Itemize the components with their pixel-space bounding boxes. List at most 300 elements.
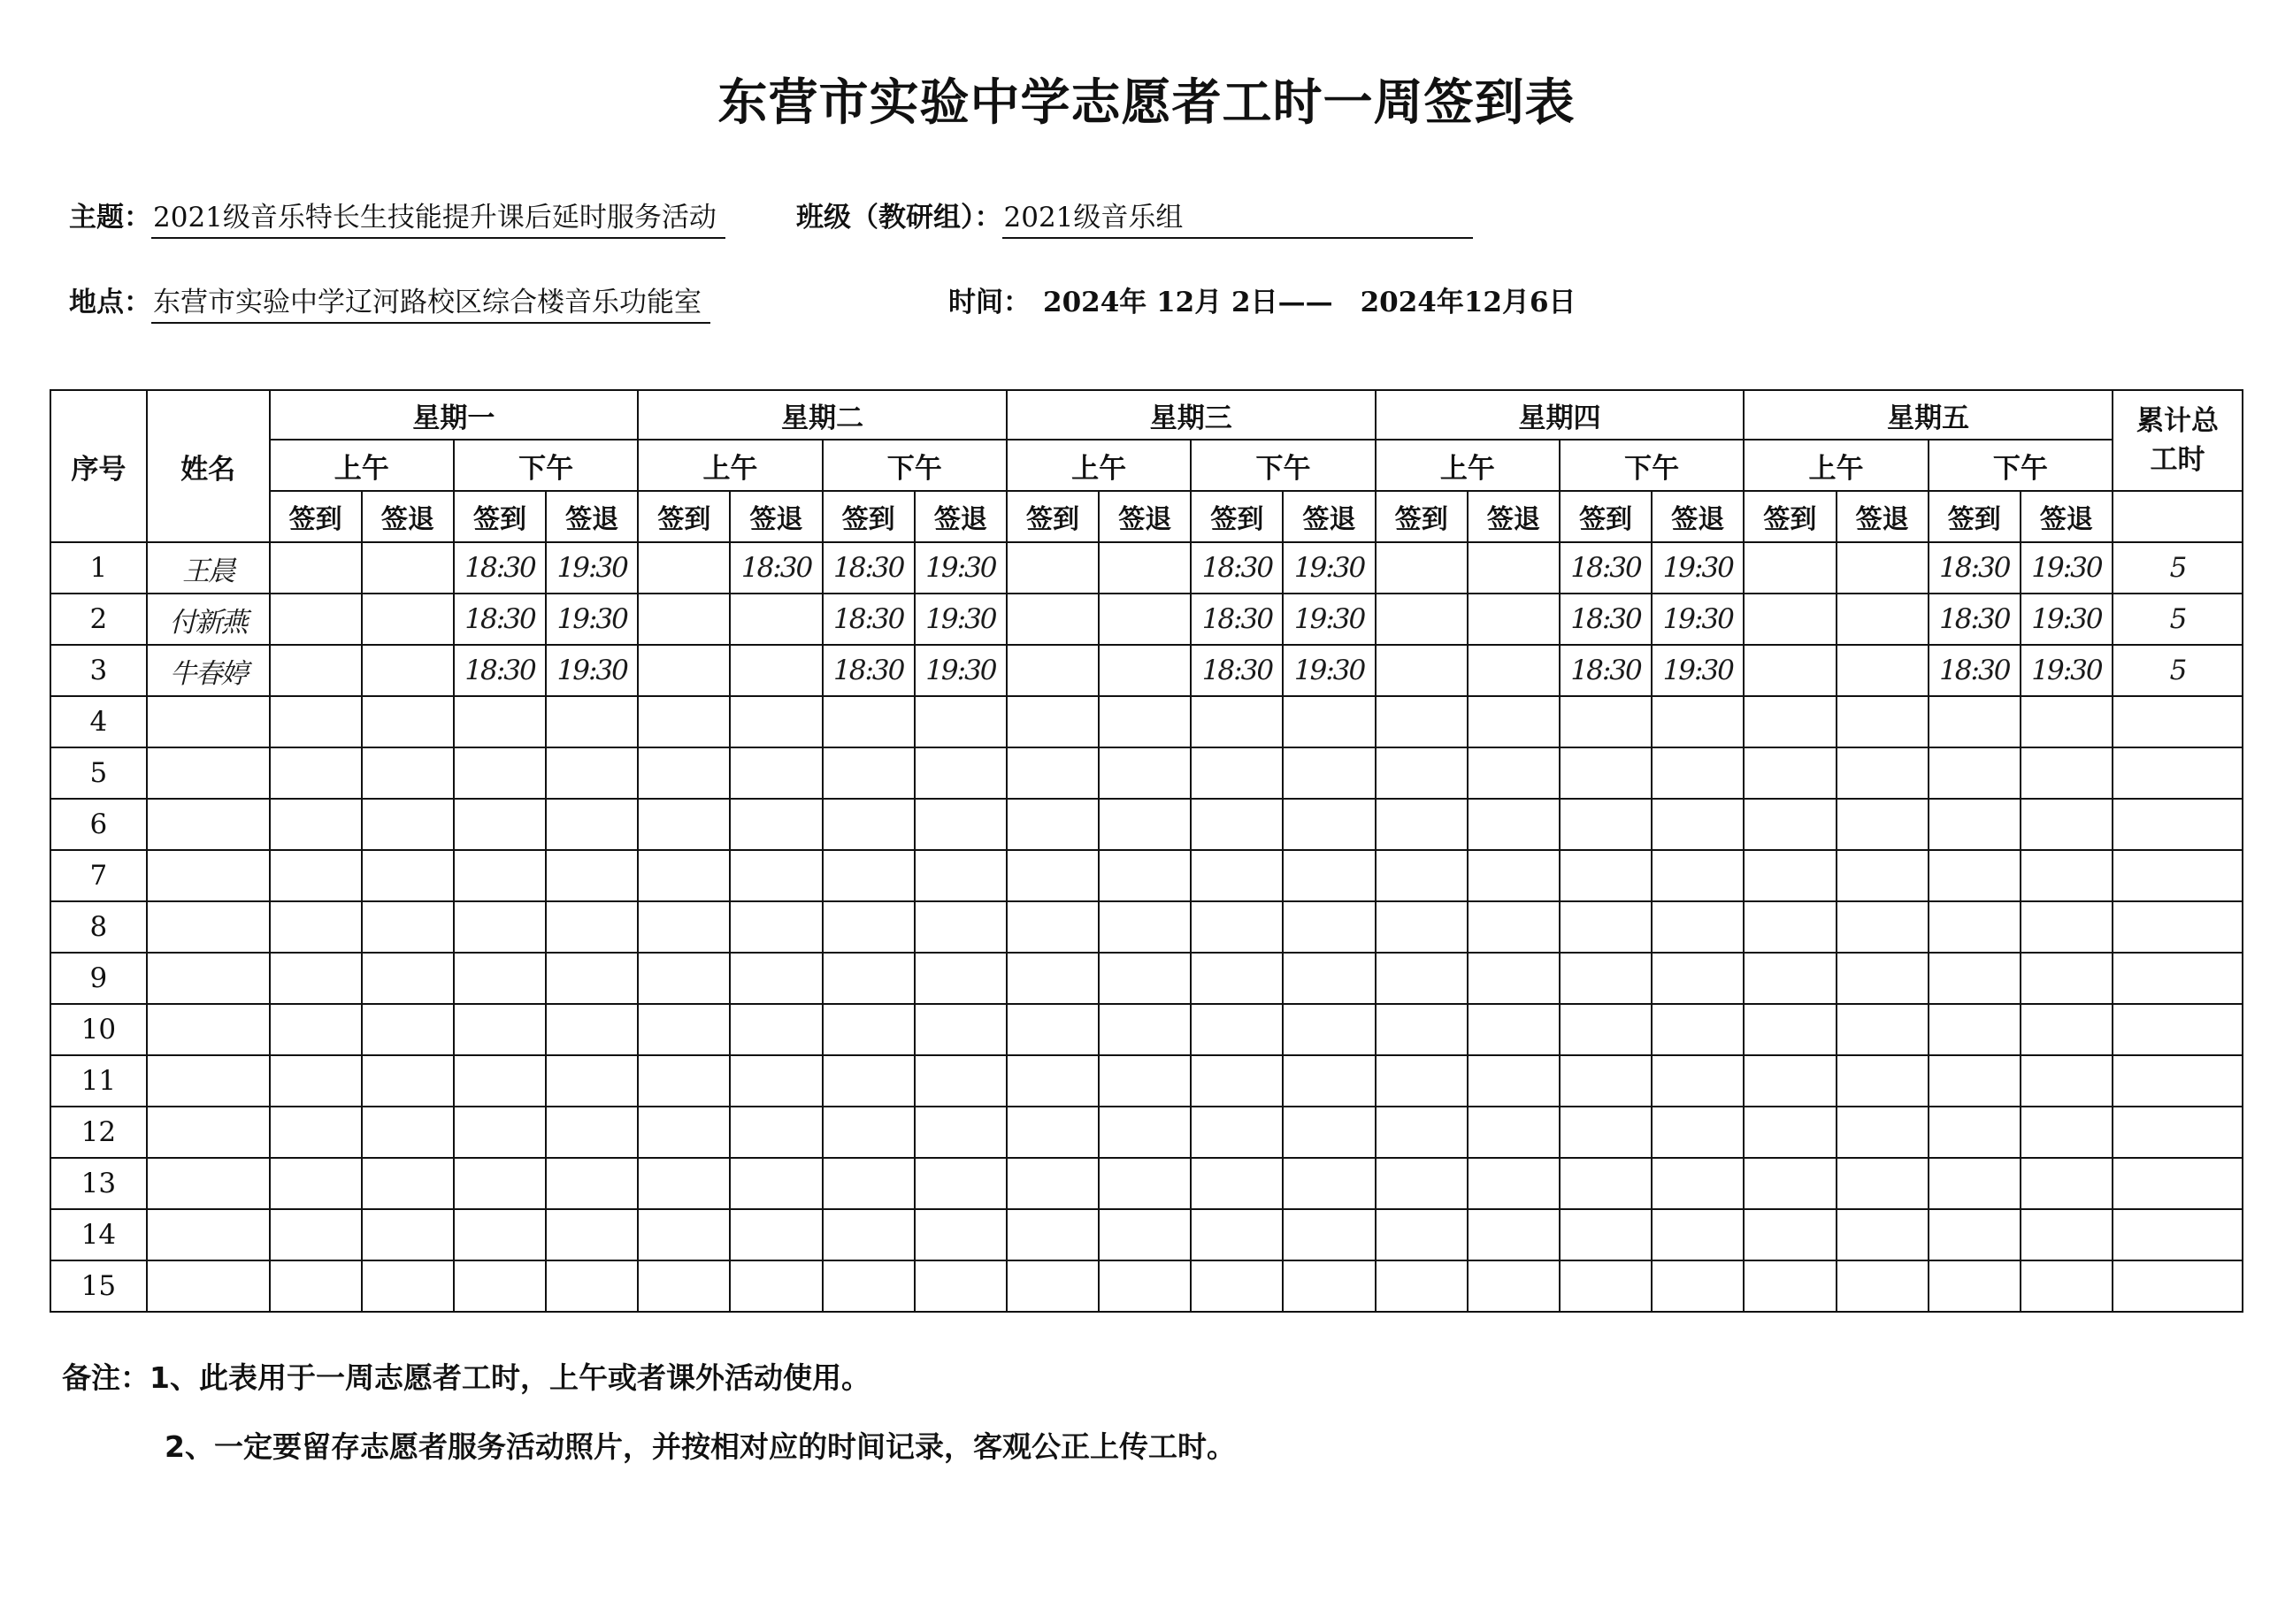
time-cell <box>638 594 730 645</box>
time-cell <box>730 696 822 747</box>
time-cell <box>915 1107 1007 1158</box>
sign-in-header: 签到 <box>638 491 730 542</box>
row-name <box>147 1260 270 1312</box>
time-cell: 18:30 <box>1560 645 1652 696</box>
time-cell <box>1837 901 1929 953</box>
time-cell <box>1929 1209 2021 1260</box>
row-name <box>147 1158 270 1209</box>
time-cell <box>638 696 730 747</box>
time-cell <box>1744 799 1836 850</box>
pm-header: 下午 <box>454 440 638 491</box>
time-cell <box>915 747 1007 799</box>
time-cell <box>1837 1107 1929 1158</box>
time-cell <box>638 645 730 696</box>
pm-header: 下午 <box>1560 440 1744 491</box>
time-cell <box>1837 1004 1929 1055</box>
time-cell <box>1837 1158 1929 1209</box>
day-header: 星期五 <box>1744 390 2113 440</box>
time-cell <box>1099 645 1191 696</box>
sign-in-header: 签到 <box>1191 491 1283 542</box>
time-cell <box>1376 850 1468 901</box>
time-cell <box>1007 1055 1099 1107</box>
time-cell <box>1283 953 1375 1004</box>
time-cell <box>1191 799 1283 850</box>
table-row <box>50 1260 2243 1312</box>
time-cell: 18:30 <box>823 542 915 594</box>
col-header-name: 姓名 <box>147 390 270 542</box>
time-cell <box>1468 1107 1560 1158</box>
am-header: 上午 <box>1744 440 1928 491</box>
time-cell <box>1007 1107 1099 1158</box>
time-cell <box>1652 1107 1744 1158</box>
time-cell: 19:30 <box>1652 645 1744 696</box>
time-cell <box>1744 1209 1836 1260</box>
row-total <box>2113 1004 2243 1055</box>
table-row <box>50 1107 2243 1158</box>
day-header: 星期三 <box>1007 390 1376 440</box>
time-cell <box>454 850 546 901</box>
row-name <box>147 850 270 901</box>
row-total <box>2113 747 2243 799</box>
time-cell <box>915 901 1007 953</box>
time-cell <box>1929 747 2021 799</box>
table-row <box>50 696 2243 747</box>
time-cell <box>1099 901 1191 953</box>
time-cell <box>1099 1004 1191 1055</box>
time-cell <box>2021 1260 2113 1312</box>
time-cell <box>1837 799 1929 850</box>
time-cell <box>1468 1260 1560 1312</box>
time-cell: 18:30 <box>1191 542 1283 594</box>
row-total <box>2113 1158 2243 1209</box>
time-cell <box>1376 696 1468 747</box>
row-number: 9 <box>50 953 147 1004</box>
time-cell <box>1099 850 1191 901</box>
time-cell <box>730 1158 822 1209</box>
time-cell <box>1560 850 1652 901</box>
time-cell <box>730 1260 822 1312</box>
time-cell: 18:30 <box>454 645 546 696</box>
time-cell <box>730 594 822 645</box>
time-cell <box>730 799 822 850</box>
time-cell <box>1007 1004 1099 1055</box>
sign-in-header: 签到 <box>270 491 362 542</box>
time-cell <box>1007 747 1099 799</box>
time-cell <box>270 696 362 747</box>
time-cell: 19:30 <box>546 542 638 594</box>
time-cell <box>1376 645 1468 696</box>
time-cell <box>1099 799 1191 850</box>
table-row <box>50 747 2243 799</box>
time-cell <box>730 1209 822 1260</box>
time-cell <box>1468 799 1560 850</box>
time-cell <box>1468 594 1560 645</box>
time-cell <box>730 953 822 1004</box>
row-number: 1 <box>50 542 147 594</box>
time-cell <box>1744 901 1836 953</box>
time-cell <box>546 1107 638 1158</box>
row-total <box>2113 953 2243 1004</box>
time-cell <box>2021 1158 2113 1209</box>
time-cell <box>1929 1107 2021 1158</box>
time-cell <box>1283 1107 1375 1158</box>
time-cell <box>1376 1107 1468 1158</box>
time-cell <box>270 799 362 850</box>
time-cell <box>823 1260 915 1312</box>
time-cell <box>546 799 638 850</box>
time-cell <box>1376 1158 1468 1209</box>
time-cell <box>1652 901 1744 953</box>
time-cell <box>638 850 730 901</box>
time-cell <box>730 747 822 799</box>
time-cell <box>1283 1209 1375 1260</box>
time-line <box>948 280 1576 319</box>
time-cell <box>270 850 362 901</box>
time-cell <box>1376 953 1468 1004</box>
time-cell <box>1191 1055 1283 1107</box>
sign-out-header: 签退 <box>915 491 1007 542</box>
time-cell <box>1283 1260 1375 1312</box>
table-row <box>50 901 2243 953</box>
time-cell <box>1283 747 1375 799</box>
row-number: 11 <box>50 1055 147 1107</box>
time-cell: 18:30 <box>1191 645 1283 696</box>
time-cell <box>362 1158 454 1209</box>
row-total <box>2113 1055 2243 1107</box>
sign-out-header: 签退 <box>1099 491 1191 542</box>
time-cell <box>454 1004 546 1055</box>
row-number: 7 <box>50 850 147 901</box>
time-cell <box>1837 696 1929 747</box>
time-cell <box>454 1107 546 1158</box>
class-line <box>796 195 1473 239</box>
time-cell <box>270 1209 362 1260</box>
time-cell <box>1376 901 1468 953</box>
col-header-seq: 序号 <box>50 390 147 542</box>
time-cell <box>1744 696 1836 747</box>
time-cell <box>730 850 822 901</box>
time-cell <box>1007 953 1099 1004</box>
time-cell <box>1468 645 1560 696</box>
row-number: 10 <box>50 1004 147 1055</box>
class-value: 2021级音乐组 <box>1002 201 1473 239</box>
time-cell <box>915 696 1007 747</box>
time-cell <box>823 1055 915 1107</box>
time-cell <box>546 1209 638 1260</box>
row-name <box>147 799 270 850</box>
row-number: 6 <box>50 799 147 850</box>
time-cell <box>823 696 915 747</box>
time-cell <box>915 850 1007 901</box>
row-number: 12 <box>50 1107 147 1158</box>
time-cell <box>638 901 730 953</box>
place-value: 东营市实验中学辽河路校区综合楼音乐功能室 <box>151 286 710 324</box>
time-cell <box>823 1107 915 1158</box>
time-cell <box>546 850 638 901</box>
table-row <box>50 850 2243 901</box>
time-cell <box>638 1158 730 1209</box>
time-cell <box>546 1055 638 1107</box>
time-cell <box>546 953 638 1004</box>
time-cell <box>362 1260 454 1312</box>
row-name: 王晨 <box>147 542 270 594</box>
table-row <box>50 594 2243 645</box>
time-cell <box>638 1055 730 1107</box>
pm-header: 下午 <box>1929 440 2113 491</box>
time-cell <box>546 901 638 953</box>
sign-out-header: 签退 <box>362 491 454 542</box>
time-cell <box>1099 696 1191 747</box>
row-name <box>147 696 270 747</box>
time-cell <box>1744 1004 1836 1055</box>
time-cell <box>823 747 915 799</box>
time-cell <box>1560 799 1652 850</box>
time-cell: 19:30 <box>915 645 1007 696</box>
row-name: 付新燕 <box>147 594 270 645</box>
time-cell <box>638 542 730 594</box>
row-total: 5 <box>2113 594 2243 645</box>
time-cell <box>1652 1209 1744 1260</box>
time-cell <box>823 850 915 901</box>
time-cell <box>454 799 546 850</box>
time-cell <box>270 953 362 1004</box>
time-cell <box>823 1004 915 1055</box>
time-cell <box>1468 1004 1560 1055</box>
time-cell: 19:30 <box>546 594 638 645</box>
time-cell <box>1560 747 1652 799</box>
row-number: 2 <box>50 594 147 645</box>
time-cell <box>362 1107 454 1158</box>
time-cell <box>1744 645 1836 696</box>
time-cell <box>1191 1209 1283 1260</box>
time-cell <box>2021 1004 2113 1055</box>
time-cell <box>1652 696 1744 747</box>
time-cell <box>1560 1209 1652 1260</box>
table-row <box>50 1158 2243 1209</box>
am-header: 上午 <box>1007 440 1191 491</box>
time-cell: 18:30 <box>1191 594 1283 645</box>
time-cell <box>638 1209 730 1260</box>
note-1: 备注：1、此表用于一周志愿者工时，上午或者课外活动使用。 <box>62 1360 870 1395</box>
time-cell: 18:30 <box>823 645 915 696</box>
time-cell <box>1376 799 1468 850</box>
time-cell <box>1099 542 1191 594</box>
place-line <box>69 280 710 324</box>
sign-out-header: 签退 <box>546 491 638 542</box>
time-cell: 18:30 <box>730 542 822 594</box>
time-value: 2024年 12月 2日—— 2024年12月6日 <box>1043 287 1576 318</box>
time-cell <box>1652 850 1744 901</box>
time-cell <box>1929 1260 2021 1312</box>
time-cell <box>546 1004 638 1055</box>
time-cell <box>1376 1004 1468 1055</box>
time-cell <box>1191 850 1283 901</box>
time-cell <box>1099 1209 1191 1260</box>
row-name <box>147 1055 270 1107</box>
time-cell <box>362 542 454 594</box>
time-cell <box>823 1209 915 1260</box>
time-cell <box>1099 594 1191 645</box>
time-cell <box>362 1004 454 1055</box>
row-name <box>147 1004 270 1055</box>
row-name <box>147 1107 270 1158</box>
row-number: 13 <box>50 1158 147 1209</box>
time-cell <box>1560 1260 1652 1312</box>
time-cell <box>2021 1107 2113 1158</box>
time-cell <box>638 747 730 799</box>
time-cell <box>454 747 546 799</box>
time-cell <box>1744 850 1836 901</box>
am-header: 上午 <box>270 440 454 491</box>
time-cell: 18:30 <box>1929 542 2021 594</box>
time-cell <box>2021 850 2113 901</box>
row-name: 牛春婷 <box>147 645 270 696</box>
time-cell <box>1837 542 1929 594</box>
time-cell: 19:30 <box>1652 594 1744 645</box>
time-cell: 18:30 <box>823 594 915 645</box>
time-cell <box>1007 1209 1099 1260</box>
time-cell <box>1191 901 1283 953</box>
time-cell <box>362 850 454 901</box>
time-cell <box>1191 1260 1283 1312</box>
time-cell <box>1468 542 1560 594</box>
time-cell <box>915 799 1007 850</box>
time-cell <box>2021 953 2113 1004</box>
time-cell <box>1007 901 1099 953</box>
day-header: 星期一 <box>270 390 639 440</box>
time-cell <box>1376 1260 1468 1312</box>
time-cell <box>2021 747 2113 799</box>
time-cell <box>270 1158 362 1209</box>
sign-out-header: 签退 <box>1837 491 1929 542</box>
time-cell <box>1929 901 2021 953</box>
time-cell <box>730 1004 822 1055</box>
time-cell <box>1652 1260 1744 1312</box>
topic-value: 2021级音乐特长生技能提升课后延时服务活动 <box>151 201 725 239</box>
time-cell <box>1376 542 1468 594</box>
sign-out-header: 签退 <box>2021 491 2113 542</box>
time-cell <box>2021 696 2113 747</box>
col-header-total <box>2113 390 2243 491</box>
sign-in-table <box>50 389 2243 1313</box>
time-cell <box>638 1107 730 1158</box>
day-header: 星期二 <box>638 390 1007 440</box>
time-cell <box>546 1158 638 1209</box>
time-cell <box>1099 1055 1191 1107</box>
time-cell <box>362 901 454 953</box>
time-cell <box>915 953 1007 1004</box>
time-cell <box>1376 1055 1468 1107</box>
time-cell <box>270 1055 362 1107</box>
time-cell <box>454 1209 546 1260</box>
row-total <box>2113 696 2243 747</box>
time-cell <box>546 696 638 747</box>
time-cell: 18:30 <box>454 594 546 645</box>
note-2: 2、一定要留存志愿者服务活动照片，并按相对应的时间记录，客观公正上传工时。 <box>165 1429 1236 1464</box>
am-header: 上午 <box>1376 440 1560 491</box>
time-cell <box>1744 953 1836 1004</box>
row-name <box>147 747 270 799</box>
time-cell <box>362 1055 454 1107</box>
time-cell <box>1191 1158 1283 1209</box>
time-cell <box>1744 1055 1836 1107</box>
day-header: 星期四 <box>1376 390 1745 440</box>
row-number: 15 <box>50 1260 147 1312</box>
time-cell <box>1652 799 1744 850</box>
sign-out-header: 签退 <box>730 491 822 542</box>
time-cell <box>823 953 915 1004</box>
time-cell <box>1099 747 1191 799</box>
time-cell <box>638 1260 730 1312</box>
time-cell <box>1744 542 1836 594</box>
row-total <box>2113 799 2243 850</box>
time-cell <box>638 953 730 1004</box>
time-cell: 19:30 <box>915 594 1007 645</box>
time-cell <box>1744 1158 1836 1209</box>
time-cell <box>270 1004 362 1055</box>
time-cell <box>730 1107 822 1158</box>
time-cell <box>1744 747 1836 799</box>
time-cell <box>1929 1158 2021 1209</box>
class-label: 班级（教研组）： <box>796 202 1002 234</box>
page-title: 东营市实验中学志愿者工时一周签到表 <box>717 74 1576 132</box>
time-cell <box>1191 953 1283 1004</box>
time-cell <box>1283 1158 1375 1209</box>
table-row <box>50 1004 2243 1055</box>
time-cell <box>1468 1209 1560 1260</box>
time-cell: 18:30 <box>1929 594 2021 645</box>
row-name <box>147 901 270 953</box>
time-cell: 19:30 <box>1283 645 1375 696</box>
time-cell <box>362 645 454 696</box>
pm-header: 下午 <box>1191 440 1375 491</box>
time-cell <box>546 747 638 799</box>
time-cell <box>454 1055 546 1107</box>
time-cell <box>730 645 822 696</box>
time-cell <box>1560 953 1652 1004</box>
time-cell <box>1283 799 1375 850</box>
row-name <box>147 1209 270 1260</box>
time-cell <box>730 1055 822 1107</box>
time-cell <box>823 799 915 850</box>
table-row <box>50 1209 2243 1260</box>
time-cell <box>1099 1158 1191 1209</box>
time-cell <box>823 1158 915 1209</box>
row-number: 5 <box>50 747 147 799</box>
row-number: 14 <box>50 1209 147 1260</box>
time-cell <box>270 1107 362 1158</box>
time-cell: 19:30 <box>915 542 1007 594</box>
time-cell <box>1837 850 1929 901</box>
time-cell <box>454 901 546 953</box>
topic-line <box>69 195 725 239</box>
time-cell: 19:30 <box>1283 594 1375 645</box>
time-cell <box>1837 1209 1929 1260</box>
time-cell <box>915 1004 1007 1055</box>
time-cell <box>1376 747 1468 799</box>
table-row <box>50 1055 2243 1107</box>
time-cell <box>1099 1260 1191 1312</box>
time-cell <box>270 901 362 953</box>
time-cell <box>1376 594 1468 645</box>
time-cell <box>1652 1055 1744 1107</box>
sign-in-header: 签到 <box>454 491 546 542</box>
time-cell <box>1099 1107 1191 1158</box>
time-cell: 19:30 <box>2021 542 2113 594</box>
time-cell <box>362 1209 454 1260</box>
time-cell <box>1560 1004 1652 1055</box>
time-cell <box>730 901 822 953</box>
